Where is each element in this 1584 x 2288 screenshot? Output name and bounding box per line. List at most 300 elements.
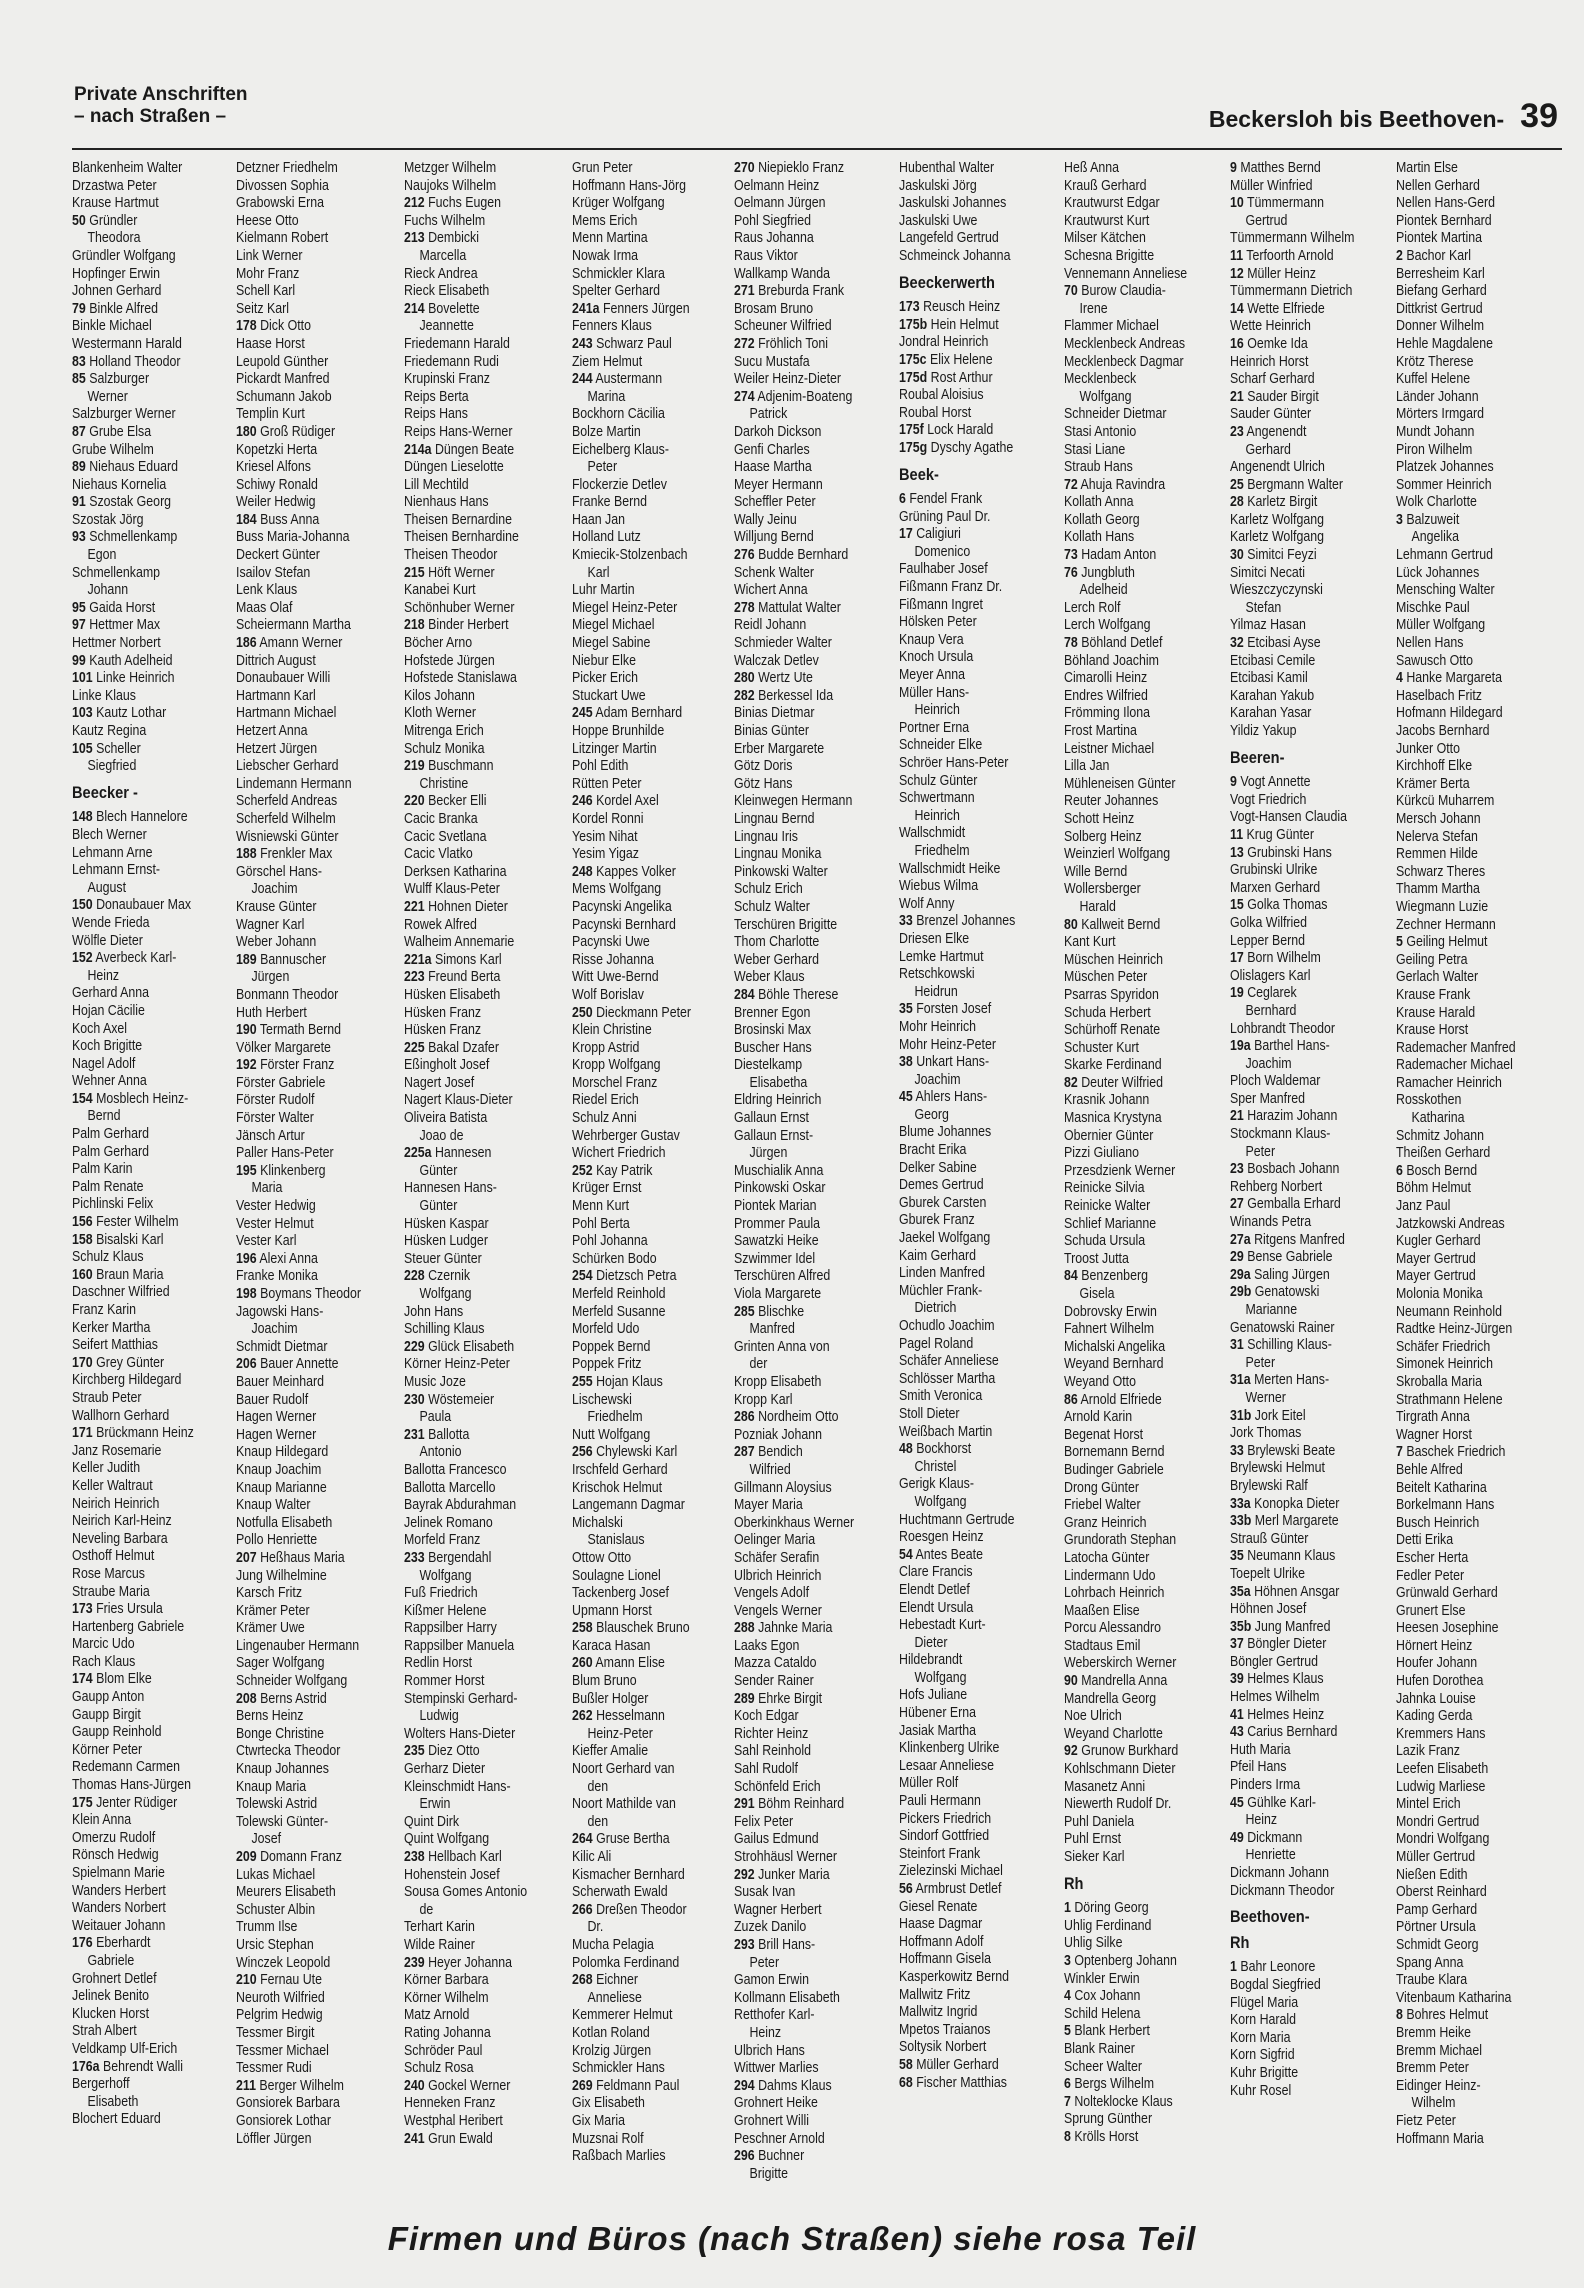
directory-entry: Lehmann Gertrud xyxy=(1396,547,1494,564)
directory-entry: Wieszczyczynski xyxy=(1230,582,1323,599)
directory-entry: 270 Niepieklo Franz xyxy=(734,160,845,176)
directory-entry: Franke Monika xyxy=(236,1268,318,1285)
directory-entry: Müller Winfried xyxy=(1230,177,1313,194)
directory-entry: Wehrberger Gustav xyxy=(572,1127,680,1144)
directory-entry: Berresheim Karl xyxy=(1396,265,1485,282)
directory-entry: Hoffmann Gisela xyxy=(899,1951,991,1968)
directory-entry: 76 Jungbluth xyxy=(1064,564,1135,581)
directory-entry: Rademacher Michael xyxy=(1396,1057,1513,1074)
directory-entry: 271 Breburda Frank xyxy=(734,283,845,300)
directory-entry: 246 Kordel Axel xyxy=(572,793,659,810)
entry-continuation: Elisabeth xyxy=(87,2093,139,2110)
page-number: 39 xyxy=(1520,97,1558,135)
directory-entry: Behle Alfred xyxy=(1396,1461,1463,1478)
house-number: 171 xyxy=(72,1425,93,1442)
directory-entry: Huchtmann Gertrude xyxy=(899,1511,1015,1528)
house-number: 286 xyxy=(734,1409,755,1426)
directory-entry: Oelmann Heinz xyxy=(734,177,820,194)
directory-entry: Kürkcü Muharrem xyxy=(1396,793,1495,810)
directory-entry: Theisen Bernardine xyxy=(404,511,513,528)
house-number: 280 xyxy=(734,670,755,687)
house-number: 31a xyxy=(1230,1372,1251,1389)
house-number: 221 xyxy=(404,898,425,915)
street-heading: Beek- xyxy=(899,464,939,484)
directory-entry: Klucken Horst xyxy=(72,2005,150,2022)
house-number: 95 xyxy=(72,599,86,616)
directory-entry: 9 Vogt Annette xyxy=(1230,774,1311,791)
directory-entry: Hoffmann Hans-Jörg xyxy=(572,177,686,194)
directory-entry: Rach Klaus xyxy=(72,1653,136,1670)
directory-entry: Fietz Peter xyxy=(1396,2112,1456,2129)
directory-entry: Heß Anna xyxy=(1064,160,1120,176)
directory-entry: Korn Sigfrid xyxy=(1230,2047,1295,2064)
directory-entry: Bremm Peter xyxy=(1396,2060,1469,2077)
directory-entry: Redlin Horst xyxy=(404,1655,473,1672)
directory-entry: Krämer Peter xyxy=(236,1602,310,1619)
directory-entry: Richter Heinz xyxy=(734,1725,809,1742)
directory-entry: Krause Frank xyxy=(1396,986,1471,1003)
directory-entry: Jaskulski Johannes xyxy=(899,195,1007,212)
directory-entry: Mallwitz Fritz xyxy=(899,1986,971,2003)
entry-continuation: August xyxy=(87,879,127,896)
entry-continuation: Wolfgang xyxy=(419,1286,472,1302)
house-number: 103 xyxy=(72,705,93,722)
directory-entry: Kremmers Hans xyxy=(1396,1725,1486,1742)
directory-entry: Haase Martha xyxy=(734,459,812,476)
directory-entry: Mecklenbeck Andreas xyxy=(1064,335,1186,352)
directory-entry: Liebscher Gerhard xyxy=(236,758,339,775)
house-number: 8 xyxy=(1064,2128,1071,2145)
entry-continuation: Stanislaus xyxy=(587,1532,645,1549)
directory-entry: 178 Dick Otto xyxy=(236,318,311,335)
directory-entry: Lill Mechtild xyxy=(404,476,469,493)
directory-entry: 154 Mosblech Heinz- xyxy=(72,1090,189,1107)
directory-entry: 158 Bisalski Karl xyxy=(72,1231,164,1248)
directory-entry: Pickers Friedrich xyxy=(899,1810,992,1827)
directory-entry: Weinzierl Wolfgang xyxy=(1064,846,1171,863)
entry-continuation: der xyxy=(749,1356,768,1373)
directory-entry: Mayer Gertrud xyxy=(1396,1268,1476,1285)
entry-continuation: Jürgen xyxy=(251,969,290,986)
directory-entry: Miegel Sabine xyxy=(572,635,651,652)
directory-entry: Neveling Barbara xyxy=(72,1530,168,1547)
directory-entry: Friedemann Harald xyxy=(404,335,510,352)
directory-entry: Hopfinger Erwin xyxy=(72,265,161,282)
directory-entry: 31a Merten Hans- xyxy=(1230,1372,1330,1389)
house-number: 221a xyxy=(404,951,432,968)
house-number: 233 xyxy=(404,1549,425,1566)
directory-entry: Blech Werner xyxy=(72,826,147,843)
directory-entry: Schmellenkamp xyxy=(72,564,161,581)
entry-continuation: Joachim xyxy=(1245,1055,1292,1072)
directory-entry: Wisniewski Günter xyxy=(236,828,339,845)
directory-entry: Wichert Friedrich xyxy=(572,1145,666,1162)
directory-entry: Schwertmann xyxy=(899,790,975,807)
directory-entry: Karahan Yakub xyxy=(1230,687,1315,704)
directory-entry: 72 Ahuja Ravindra xyxy=(1064,476,1166,493)
directory-entry: 30 Simitci Feyzi xyxy=(1230,547,1317,564)
directory-entry: 260 Amann Elise xyxy=(572,1655,665,1672)
house-number: 86 xyxy=(1064,1391,1078,1408)
directory-entry: Fenners Klaus xyxy=(572,318,652,335)
house-number: 243 xyxy=(572,335,593,352)
house-number: 285 xyxy=(734,1303,755,1320)
directory-entry: 4 Cox Johann xyxy=(1064,1988,1141,2005)
directory-entry: Thomas Hans-Jürgen xyxy=(72,1777,192,1794)
directory-entry: Völker Margarete xyxy=(236,1039,331,1056)
directory-entry: 38 Unkart Hans- xyxy=(899,1054,990,1071)
directory-entry: Fißmann Franz Dr. xyxy=(899,579,1003,596)
entry-continuation: Ludwig xyxy=(419,1708,459,1725)
directory-entry: Eichelberg Klaus- xyxy=(572,441,670,458)
directory-entry: 33 Brylewski Beate xyxy=(1230,1442,1336,1459)
directory-entry: Spielmann Marie xyxy=(72,1865,165,1881)
directory-entry: Granz Heinrich xyxy=(1064,1514,1147,1531)
entry-continuation: Werner xyxy=(87,388,128,405)
house-number: 238 xyxy=(404,1849,425,1865)
entry-continuation: Friedhelm xyxy=(587,1409,643,1426)
directory-entry: Quint Wolfgang xyxy=(404,1831,490,1848)
directory-entry: 176 Eberhardt xyxy=(72,1935,151,1952)
directory-entry: Erber Margarete xyxy=(734,740,825,757)
directory-entry: Vennemann Anneliese xyxy=(1064,265,1188,282)
directory-entry: Schesna Brigitte xyxy=(1064,247,1155,264)
directory-entry: Scherwath Ewald xyxy=(572,1884,668,1901)
directory-entry: Solberg Heinz xyxy=(1064,828,1142,845)
directory-entry: Krischok Helmut xyxy=(572,1479,663,1496)
directory-entry: 84 Benzenberg xyxy=(1064,1268,1148,1285)
directory-entry: Pizzi Giuliano xyxy=(1064,1145,1139,1162)
directory-entry: Steinfort Frank xyxy=(899,1845,981,1862)
directory-entry: 225a Hannesen xyxy=(404,1145,492,1162)
directory-entry: 8 Bohres Helmut xyxy=(1396,2007,1489,2024)
directory-entry: Diestelkamp xyxy=(734,1057,803,1074)
directory-entry: Wolters Hans-Dieter xyxy=(404,1725,516,1742)
directory-entry: Pörtner Ursula xyxy=(1396,1919,1476,1936)
directory-entry: Kuhr Brigitte xyxy=(1230,2064,1299,2081)
directory-entry: Kopetzki Herta xyxy=(236,441,318,458)
directory-entry: Karaca Hasan xyxy=(572,1637,651,1654)
directory-entry: Noort Mathilde van xyxy=(572,1796,676,1813)
directory-entry: Michalski xyxy=(572,1514,623,1531)
directory-entry: Haase Dagmar xyxy=(899,1916,983,1933)
directory-entry: Löffler Jürgen xyxy=(236,2130,312,2147)
directory-entry: 256 Chylewski Karl xyxy=(572,1444,678,1461)
directory-entry: Yildiz Yakup xyxy=(1230,723,1297,739)
directory-entry: Maaßen Elise xyxy=(1064,1602,1140,1619)
house-number: 296 xyxy=(734,2148,755,2165)
directory-entry: Sahl Reinhold xyxy=(734,1743,812,1760)
directory-entry: Lehmann Ernst- xyxy=(72,862,161,879)
house-number: 174 xyxy=(72,1671,93,1688)
directory-entry: 17 Caligiuri xyxy=(899,526,961,543)
directory-entry: Menn Kurt xyxy=(572,1198,630,1215)
directory-entry: Hohenstein Josef xyxy=(404,1866,500,1883)
directory-entry: Knaup Vera xyxy=(899,631,964,648)
directory-entry: Keller Waltraut xyxy=(72,1477,153,1494)
directory-entry: 21 Harazim Johann xyxy=(1230,1108,1338,1125)
directory-entry: 29 Bense Gabriele xyxy=(1230,1249,1333,1266)
entry-continuation: Jürgen xyxy=(749,1145,788,1162)
street-heading: Rh xyxy=(1230,1932,1250,1952)
directory-entry: Krämer Uwe xyxy=(236,1620,305,1637)
house-number: 274 xyxy=(734,388,755,405)
directory-entry: 4 Hanke Margareta xyxy=(1396,670,1502,687)
directory-entry: Koch Edgar xyxy=(734,1708,799,1725)
house-number: 292 xyxy=(734,1866,755,1883)
directory-entry: Jelinek Romano xyxy=(404,1514,493,1531)
directory-entry: Kropp Elisabeth xyxy=(734,1373,822,1390)
directory-entry: Wallschmidt Heike xyxy=(899,860,1001,877)
directory-entry: 214 Bovelette xyxy=(404,300,480,317)
directory-entry: Hebestadt Kurt- xyxy=(899,1617,986,1634)
house-number: 90 xyxy=(1064,1673,1078,1690)
directory-entry: Smith Veronica xyxy=(899,1388,983,1405)
header-title-line2: – nach Straßen – xyxy=(74,106,227,127)
directory-entry: Hartenberg Gabriele xyxy=(72,1618,185,1635)
directory-entry: 156 Fester Wilhelm xyxy=(72,1214,179,1231)
directory-entry: 35b Jung Manfred xyxy=(1230,1618,1331,1635)
directory-entry: Mischke Paul xyxy=(1396,599,1470,616)
directory-entry: 33 Brenzel Johannes xyxy=(899,913,1016,930)
house-number: 241a xyxy=(572,300,600,317)
directory-entry: Neuroth Wilfried xyxy=(236,1989,325,2006)
directory-entry: Masnica Krystyna xyxy=(1064,1110,1162,1127)
directory-entry: Link Werner xyxy=(236,247,303,264)
house-number: 235 xyxy=(404,1743,425,1760)
directory-entry: Böhm Helmut xyxy=(1396,1180,1471,1197)
directory-entry: Jasiak Martha xyxy=(899,1722,977,1739)
directory-entry: 7 Nolteklocke Klaus xyxy=(1064,2093,1173,2110)
directory-entry: Detzner Friedhelm xyxy=(236,160,338,176)
directory-entry: Winkler Erwin xyxy=(1064,1970,1140,1987)
directory-entry: Milser Kätchen xyxy=(1064,230,1146,247)
directory-entry: Biefang Gerhard xyxy=(1396,283,1487,300)
directory-entry: Wagner Herbert xyxy=(734,1901,822,1918)
house-number: 289 xyxy=(734,1690,755,1707)
directory-entry: Sprung Günther xyxy=(1064,2111,1153,2128)
directory-entry: Peschner Arnold xyxy=(734,2130,825,2147)
directory-entry: 79 Binkle Alfred xyxy=(72,300,159,317)
directory-entry: 97 Hettmer Max xyxy=(72,617,161,634)
directory-entry: Pickardt Manfred xyxy=(236,371,330,388)
house-number: 58 xyxy=(899,2056,913,2073)
street-heading: Beeren- xyxy=(1230,747,1285,767)
directory-entry: Kading Gerda xyxy=(1396,1708,1473,1725)
house-number: 148 xyxy=(72,809,93,826)
directory-entry: 29b Genatowski xyxy=(1230,1284,1320,1301)
directory-entry: Tessmer Michael xyxy=(236,2042,329,2059)
directory-entry: Cimarolli Heinz xyxy=(1064,670,1148,687)
directory-entry: Geiling Petra xyxy=(1396,951,1468,968)
directory-entry: Psarras Spyridon xyxy=(1064,986,1159,1003)
directory-entry: 1 Bahr Leonore xyxy=(1230,1959,1316,1976)
directory-entry: Willjung Bernd xyxy=(734,529,814,546)
directory-entry: Lingnau Bernd xyxy=(734,810,815,827)
directory-entry: Rütten Peter xyxy=(572,775,642,792)
directory-entry: Puhl Daniela xyxy=(1064,1813,1135,1830)
directory-entry: Drzastwa Peter xyxy=(72,177,157,194)
house-number: 175f xyxy=(899,422,924,439)
directory-entry: 80 Kallweit Bernd xyxy=(1064,916,1161,933)
directory-entry: Jatzkowski Andreas xyxy=(1396,1215,1505,1232)
directory-entry: Wichert Anna xyxy=(734,582,808,599)
house-number: 284 xyxy=(734,986,755,1003)
directory-entry: 83 Holland Theodor xyxy=(72,353,181,370)
directory-entry: Vogt-Hansen Claudia xyxy=(1230,809,1347,826)
house-number: 27a xyxy=(1230,1231,1251,1248)
directory-entry: Porcu Alessandro xyxy=(1064,1620,1162,1637)
house-number: 212 xyxy=(404,195,425,212)
directory-entry: 85 Salzburger xyxy=(72,371,150,388)
directory-entry: Sper Manfred xyxy=(1230,1090,1305,1107)
house-number: 206 xyxy=(236,1356,257,1373)
house-number: 70 xyxy=(1064,283,1078,300)
directory-entry: Puhl Ernst xyxy=(1064,1831,1122,1848)
directory-entry: Binias Günter xyxy=(734,723,809,739)
directory-entry: 214a Düngen Beate xyxy=(404,441,515,458)
house-number: 49 xyxy=(1230,1829,1244,1846)
directory-entry: Reinicke Walter xyxy=(1064,1198,1151,1215)
house-number: 5 xyxy=(1396,934,1403,951)
directory-entry: Blochert Eduard xyxy=(72,2111,161,2128)
house-number: 31b xyxy=(1230,1407,1252,1424)
directory-entry: 33a Konopka Dieter xyxy=(1230,1495,1340,1512)
directory-entry: Schönhuber Werner xyxy=(404,599,515,616)
house-number: 6 xyxy=(1064,2076,1071,2093)
house-number: 209 xyxy=(236,1849,257,1865)
house-number: 287 xyxy=(734,1444,755,1461)
directory-entry: Knaup Hildegard xyxy=(236,1444,329,1461)
house-number: 225 xyxy=(404,1039,425,1056)
directory-entry: Etcibasi Kamil xyxy=(1230,670,1308,687)
house-number: 101 xyxy=(72,670,93,687)
directory-entry: Weber Johann xyxy=(236,934,317,951)
column-5 xyxy=(734,160,872,2183)
directory-entry: Knaup Maria xyxy=(236,1778,307,1795)
directory-entry: 6 Bergs Wilhelm xyxy=(1064,2076,1155,2093)
directory-entry: Genfi Charles xyxy=(734,441,810,458)
directory-entry: 12 Müller Heinz xyxy=(1230,265,1316,282)
directory-entry: Schott Heinz xyxy=(1064,810,1135,827)
directory-entry: Terhart Karin xyxy=(404,1919,475,1936)
entry-continuation: Jeannette xyxy=(419,318,474,335)
directory-entry: Niebur Elke xyxy=(572,652,636,669)
directory-entry: Schulz Anni xyxy=(572,1110,637,1127)
directory-entry: Tackenberg Josef xyxy=(572,1585,670,1602)
directory-entry: Koch Brigitte xyxy=(72,1038,143,1055)
directory-entry: Grinten Anna von xyxy=(734,1338,830,1355)
directory-entry: Weißbach Martin xyxy=(899,1423,993,1440)
directory-entry: Dickmann Johann xyxy=(1230,1865,1330,1881)
directory-entry: Szostak Jörg xyxy=(72,511,144,528)
house-number: 33 xyxy=(1230,1442,1244,1459)
directory-entry: Portner Erna xyxy=(899,719,970,736)
directory-entry: Mazza Cataldo xyxy=(734,1655,817,1672)
directory-entry: Mecklenbeck xyxy=(1064,371,1137,388)
entry-continuation: Gabriele xyxy=(87,1952,135,1969)
directory-entry: Schulz Walter xyxy=(734,898,810,915)
directory-entry: Grubinski Ulrike xyxy=(1230,862,1318,879)
directory-entry: Terschüren Brigitte xyxy=(734,916,838,933)
directory-entry: Prommer Paula xyxy=(734,1215,820,1232)
directory-entry: Körner Heinz-Peter xyxy=(404,1356,510,1373)
house-number: 1 xyxy=(1230,1959,1237,1976)
directory-entry: Rieck Elisabeth xyxy=(404,283,490,300)
directory-entry: Muzsnai Rolf xyxy=(572,2130,644,2147)
directory-entry: Radtke Heinz-Jürgen xyxy=(1396,1321,1513,1338)
directory-entry: 235 Diez Otto xyxy=(404,1743,480,1760)
header-title-line1: Private Anschriften xyxy=(74,84,248,105)
entry-continuation: Heidrun xyxy=(914,983,958,1000)
directory-entry: Raßbach Marlies xyxy=(572,2148,666,2165)
entry-continuation: Harald xyxy=(1079,898,1116,915)
directory-entry: Rappsilber Manuela xyxy=(404,1637,515,1654)
directory-entry: Lück Johannes xyxy=(1396,564,1480,581)
directory-entry: 68 Fischer Matthias xyxy=(899,2074,1007,2091)
directory-entry: Rönsch Hedwig xyxy=(72,1847,159,1864)
house-number: 78 xyxy=(1064,635,1078,652)
directory-entry: Müschen Heinrich xyxy=(1064,951,1164,968)
directory-entry: Jahnka Louise xyxy=(1396,1690,1476,1707)
house-number: 173 xyxy=(899,299,920,316)
directory-entry: Endres Wilfried xyxy=(1064,687,1148,704)
directory-entry: Schmitz Johann xyxy=(1396,1127,1485,1144)
directory-entry: Wulff Klaus-Peter xyxy=(404,881,500,898)
directory-entry: Wanders Norbert xyxy=(72,1900,166,1917)
directory-entry: John Hans xyxy=(404,1303,464,1320)
directory-entry: Karsch Fritz xyxy=(236,1585,303,1602)
directory-entry: Brylewski Helmut xyxy=(1230,1460,1325,1477)
entry-continuation: Wolfgang xyxy=(914,1669,967,1686)
house-number: 25 xyxy=(1230,476,1244,493)
directory-entry: Klein Christine xyxy=(572,1022,652,1039)
directory-entry: 184 Buss Anna xyxy=(236,511,320,528)
entry-continuation: Marcella xyxy=(419,247,467,264)
directory-entry: Angenendt Ulrich xyxy=(1230,459,1325,476)
directory-entry: Schiwy Ronald xyxy=(236,476,318,493)
directory-entry: Brylewski Ralf xyxy=(1230,1477,1308,1494)
directory-entry: Music Joze xyxy=(404,1373,466,1390)
house-number: 16 xyxy=(1230,335,1244,352)
directory-entry: Lenk Klaus xyxy=(236,582,298,599)
directory-entry: 78 Böhland Detlef xyxy=(1064,635,1163,652)
directory-entry: Kollath Georg xyxy=(1064,511,1140,528)
directory-entry: Götz Hans xyxy=(734,775,793,792)
house-number: 254 xyxy=(572,1268,593,1285)
directory-entry: Kugler Gerhard xyxy=(1396,1233,1481,1250)
house-number: 11 xyxy=(1230,826,1244,843)
entry-continuation: Manfred xyxy=(749,1321,795,1338)
house-number: 76 xyxy=(1064,564,1078,581)
directory-entry: Kohlschmann Dieter xyxy=(1064,1761,1176,1778)
directory-entry: 240 Gockel Werner xyxy=(404,2077,511,2094)
directory-entry: Schmickler Hans xyxy=(572,2060,665,2077)
directory-entry: Straube Maria xyxy=(72,1583,150,1600)
directory-entry: Noort Gerhard van xyxy=(572,1761,675,1778)
directory-entry: Pohl Johanna xyxy=(572,1233,648,1250)
directory-entry: 175 Jenter Rüdiger xyxy=(72,1794,178,1811)
street-heading: Beeckerwerth xyxy=(899,272,995,292)
directory-entry: Kieffer Amalie xyxy=(572,1743,649,1760)
directory-entry: Matz Arnold xyxy=(404,2007,470,2024)
directory-entry: Ursic Stephan xyxy=(236,1936,314,1953)
directory-entry: Haan Jan xyxy=(572,511,625,528)
house-number: 9 xyxy=(1230,774,1237,791)
directory-entry: Fuchs Wilhelm xyxy=(404,212,486,229)
directory-entry: Mecklenbeck Dagmar xyxy=(1064,353,1184,370)
directory-entry: Kollath Anna xyxy=(1064,494,1134,511)
